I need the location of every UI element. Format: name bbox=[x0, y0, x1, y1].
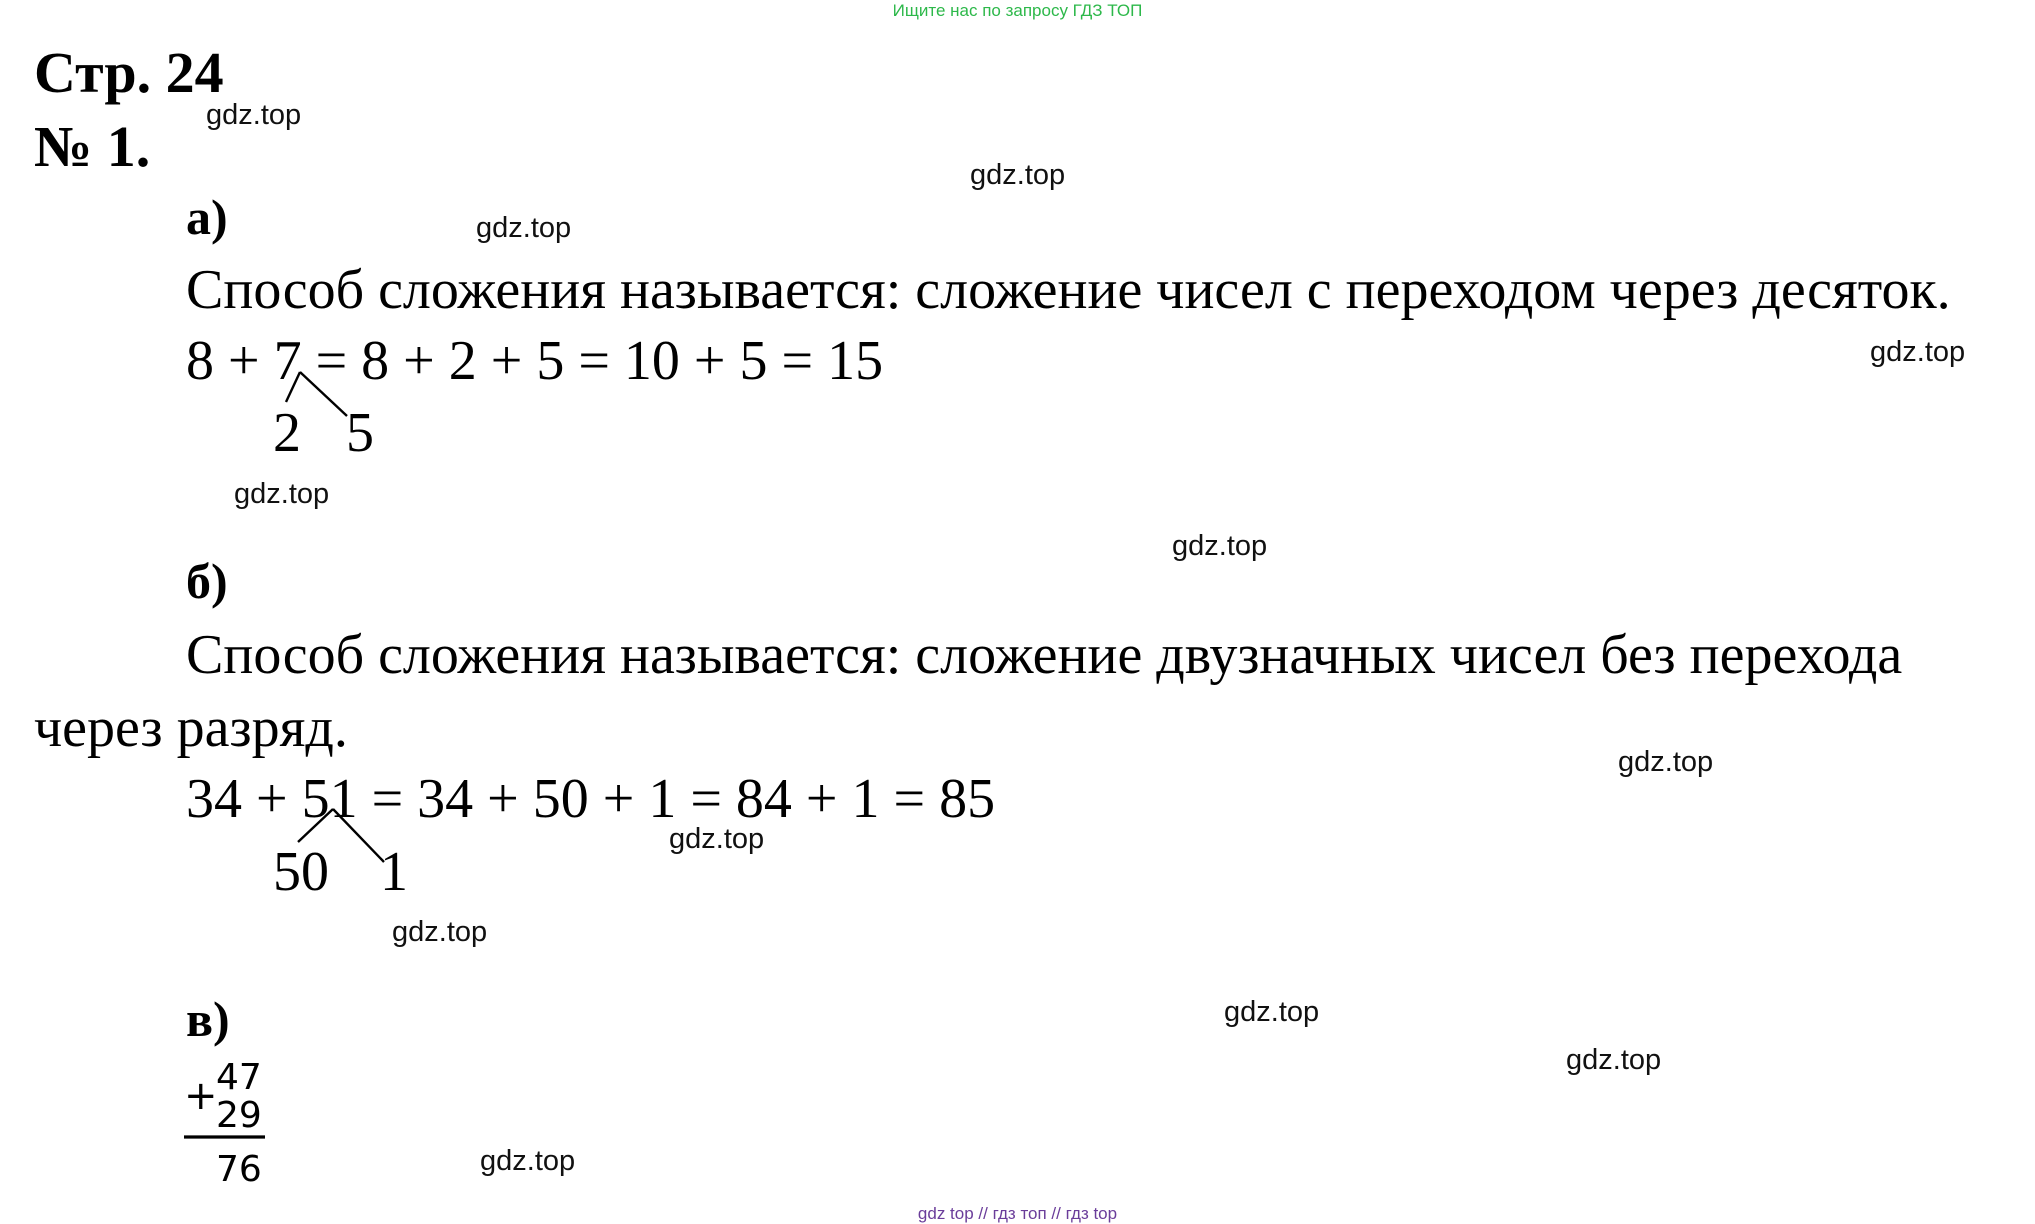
watermark: gdz.top bbox=[1224, 996, 1320, 1028]
watermark: gdz.top bbox=[476, 212, 572, 244]
column-addend-2: 29 bbox=[216, 1095, 262, 1136]
part-c-label: в) bbox=[186, 991, 230, 1047]
part-b-equation: 34 + 51 = 34 + 50 + 1 = 84 + 1 = 85 bbox=[186, 768, 996, 830]
part-a-method: Способ сложения называется: сложение чисел с переходом через десяток. bbox=[186, 259, 1951, 321]
part-a-branch-left bbox=[286, 372, 300, 402]
part-b-method-line2: через разряд. bbox=[34, 697, 348, 759]
part-a-split-right: 5 bbox=[346, 402, 374, 464]
column-plus-sign: + bbox=[184, 1073, 218, 1119]
part-b-branch-right bbox=[333, 809, 384, 862]
part-b-method-line1: Способ сложения называется: сложение двузначных чисел без перехода bbox=[186, 624, 1903, 686]
watermark: gdz.top bbox=[206, 99, 302, 131]
part-a-split-left: 2 bbox=[273, 402, 301, 464]
watermark: gdz.top bbox=[1566, 1044, 1662, 1076]
watermark: gdz.top bbox=[1172, 530, 1268, 562]
column-sum: 76 bbox=[216, 1149, 262, 1190]
column-addend-1: 47 bbox=[216, 1057, 262, 1098]
task-number: № 1. bbox=[34, 114, 151, 179]
part-a-branch-right bbox=[300, 372, 347, 416]
part-a-equation: 8 + 7 = 8 + 2 + 5 = 10 + 5 = 15 bbox=[186, 330, 884, 392]
watermark: gdz.top bbox=[234, 478, 330, 510]
part-b-branch-left bbox=[298, 809, 333, 842]
watermark: gdz.top bbox=[1870, 336, 1966, 368]
watermark: gdz.top bbox=[970, 159, 1066, 191]
part-a-label: а) bbox=[186, 189, 228, 245]
top-banner: Ищите нас по запросу ГДЗ ТОП bbox=[892, 1, 1143, 20]
watermark: gdz.top bbox=[669, 823, 765, 855]
watermark: gdz.top bbox=[392, 916, 488, 948]
page-number: Стр. 24 bbox=[34, 40, 224, 105]
part-b-split-right: 1 bbox=[380, 841, 408, 903]
part-b-split-left: 50 bbox=[273, 841, 329, 903]
part-b-label: б) bbox=[186, 553, 228, 609]
footer-credits: gdz top // гдз топ // гдз top bbox=[917, 1204, 1118, 1223]
watermark: gdz.top bbox=[1618, 746, 1714, 778]
watermark: gdz.top bbox=[480, 1145, 576, 1177]
